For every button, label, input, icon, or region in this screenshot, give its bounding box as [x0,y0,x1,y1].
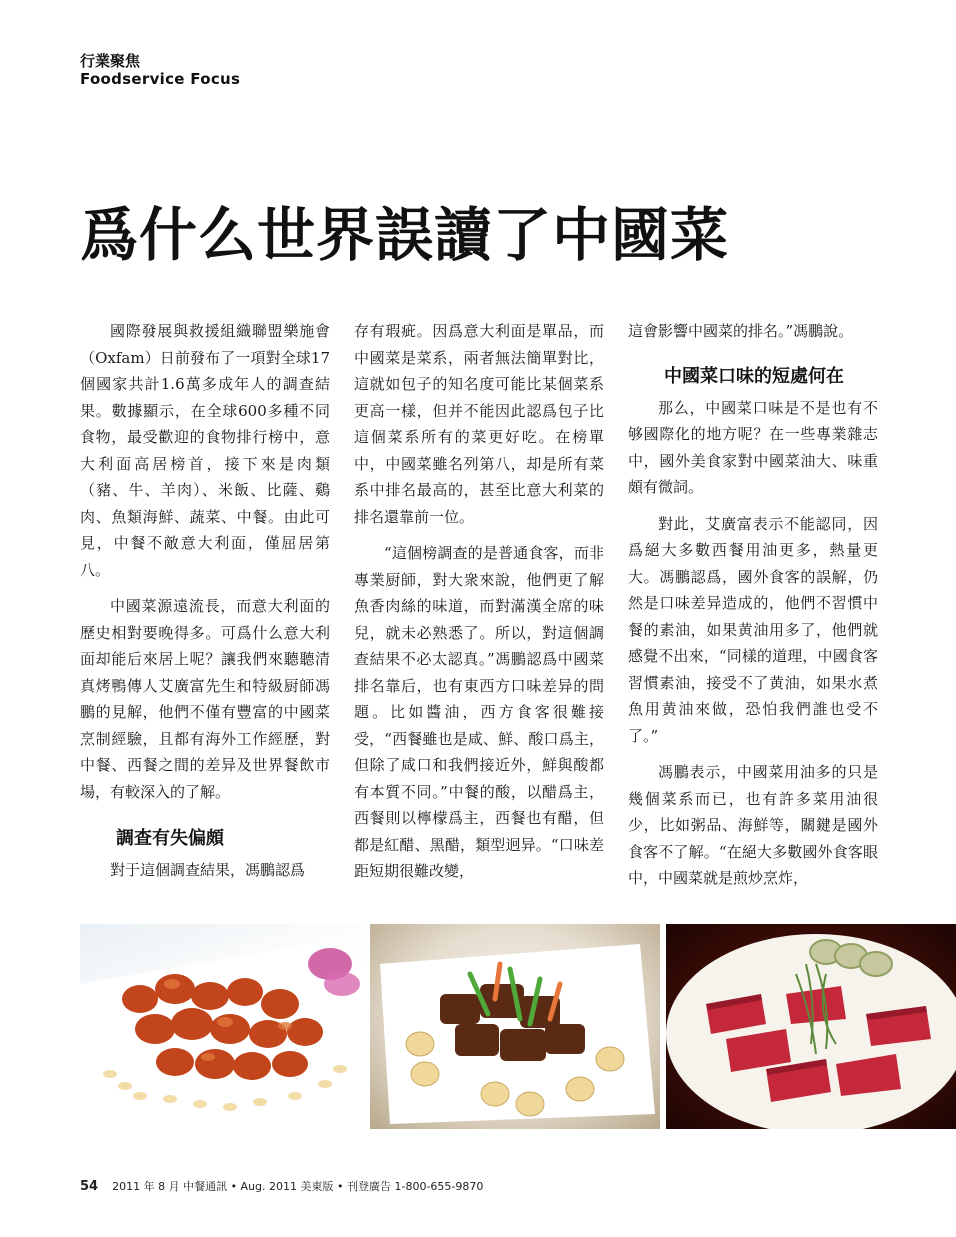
column-2-paragraph-1: 存有瑕疵。因爲意大利面是單品，而中國菜是菜系，兩者無法簡單對比，這就如包子的知名度可能比某個菜系更高一樣，但并不能因此認爲包子比這個菜系所有的菜更好吃。在榜單中，中國菜雖名列第八，却是所有菜系中排名最高的，甚至比意大利菜的排名還靠前一位。 [354,322,604,526]
column-1-paragraph-3: 對于這個調查結果，馮鵬認爲 [110,861,306,879]
photo-seared-tuna-dish [666,924,956,1129]
photo-fried-chicken-dish [80,924,364,1129]
column-1-paragraph-2: 中國菜源遠流長，而意大利面的歷史相對要晚得多。可爲什么意大利面却能后來居上呢？讓我們來聽聽清真烤鴨傳人艾廣富先生和特級厨師馮鵬的見解，他們不僅有豐富的中國菜烹制經驗，且都有海外工作經歷，對中餐、西餐之間的差异及世界餐飲市場，有較深入的了解。 [80,597,330,801]
article-headline: 爲什么世界誤讀了中國菜 [80,201,730,269]
column-1-paragraph-1: 國際發展與救援組織聯盟樂施會（Oxfam）日前發布了一項對全球17個國家共計1.6萬多成年人的調查結果。數據顯示，在全球600多種不同食物，最受歡迎的食物排行榜中，意大利面高居榜首，接下來是肉類（豬、牛、羊肉）、米飯、比薩、鷄肉、魚類海鮮、蔬菜、中餐。由此可見，中餐不敵意大利面，僅屈居第八。 [80,322,330,579]
page-number: 54 [80,1179,99,1194]
page-footer [80,1180,483,1194]
column-3-paragraph-4: 馮鵬表示，中國菜用油多的只是幾個菜系而已，也有許多菜用油很少，比如粥品、海鮮等，關鍵是國外食客不了解。“在絕大多數國外食客眼中，中國菜就是煎炒烹炸， [628,763,878,887]
photo-braised-beef-dish [370,924,660,1129]
footer-publication-info: 2011 年 8 月 中餐通訊 • Aug. 2011 美東版 • 刊登廣告 1-800-655-9870 [112,1180,484,1193]
subheading-survey-bias: 調查有失偏頗 [116,828,224,849]
column-3-paragraph-1: 這會影響中國菜的排名。”馮鵬說。 [628,322,854,340]
article-column-3 [628,318,878,892]
column-3-paragraph-3: 對此，艾廣富表示不能認同，因爲絕大多數西餐用油更多，熱量更大。馮鵬認爲，國外食客的誤解，仍然是口味差异造成的，他們不習慣中餐的素油，如果黄油用多了，他們就感覺不出來，“同樣的道理，中國食客習慣素油，接受不了黄油，如果水煮魚用黄油來做，恐怕我們誰也受不了。” [628,514,878,745]
column-2-paragraph-2: “這個榜調查的是普通食客，而非專業厨師，對大衆來說，他們更了解魚香肉絲的味道，而對滿漢全席的味兒，就未必熟悉了。所以，對這個調查結果不必太認真。”馮鵬認爲中國菜排名靠后，也有東西方口味差异的問題。比如醬油，西方食客很難接受，“西餐雖也是咸、鮮、酸口爲主，但除了咸口和我們接近外，鮮與酸都有本質不同。”中餐的酸，以醋爲主，西餐則以檸檬爲主，西餐也有醋，但都是紅醋、黑醋，類型迥异。“口味差距短期很難改變， [354,544,604,880]
section-tag-en: Foodservice Focus [80,70,241,88]
subheading-flavor-weakness: 中國菜口味的短處何在 [664,365,844,387]
article-column-2 [354,318,604,885]
section-tag [80,52,240,88]
section-tag-zh: 行業聚焦 [80,52,141,70]
column-3-paragraph-2: 那么，中國菜口味是不是也有不够國際化的地方呢？在一些專業雜志中，國外美食家對中國菜油大、味重頗有微詞。 [628,398,878,496]
article-column-1 [80,318,330,884]
